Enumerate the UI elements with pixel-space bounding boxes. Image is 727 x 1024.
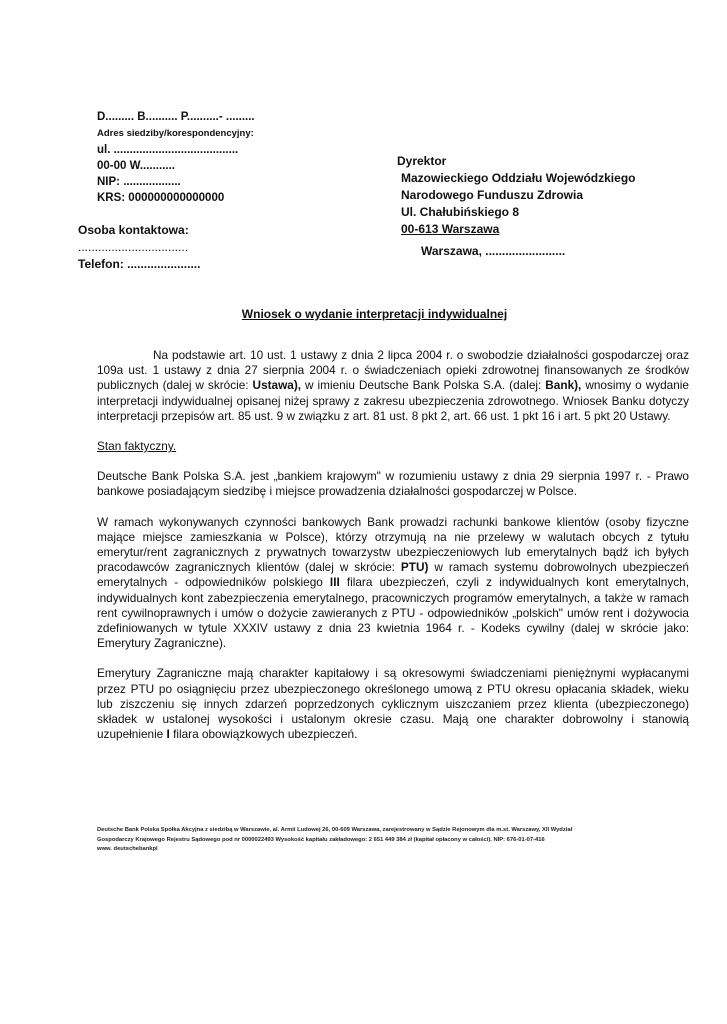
footer-line-1: Deutsche Bank Polska Spółka Akcyjna z siedzibą w Warszawie, al. Armii Ludowej 26, 00-609 Warszawa, zarejestrowany w Sądzie Rejonowym dla m.st. Warszawy, XII Wydział bbox=[97, 827, 573, 833]
contact-block bbox=[78, 222, 200, 273]
sender-street: ul. ....................................... bbox=[97, 144, 239, 156]
footer-line-2: Gospodarczy Krajowego Rejestru Sądowego pod nr 0000022493 Wysokość kapitału zakładowego: 2 651 449 384 zł (kapitał opłacony w całości). NIP: 676-01-07-416 bbox=[97, 836, 545, 843]
recipient-city: 00-613 Warszawa bbox=[401, 222, 500, 236]
facts-p3-bold-1: I bbox=[166, 727, 170, 742]
sender-name: D......... B.......... P..........- ......... bbox=[97, 111, 255, 123]
contact-label: Osoba kontaktowa: bbox=[78, 223, 189, 237]
intro-text-1: Na podstawie art. 10 ust. 1 ustawy z dnia 2 lipca 2004 r. o swobodzie działalności gospodarczej oraz 109a ust. 1 ustawy z dnia 27 sierpnia 2004 r. o świadczeniach opieki zdrowotnej finansowanych ze środków publicznych (dalej w skrócie: bbox=[97, 348, 689, 393]
sender-nip: NIP: .................. bbox=[97, 176, 181, 188]
sender-block bbox=[97, 109, 255, 206]
intro-bold-1: Ustawa), bbox=[252, 378, 302, 393]
sender-krs: KRS: 000000000000000 bbox=[97, 192, 225, 204]
contact-name-blank: ................................. bbox=[78, 240, 189, 254]
facts-paragraph-2 bbox=[97, 515, 689, 652]
facts-p2-text-1: W ramach wykonywanych czynności bankowych Bank prowadzi rachunki bankowe klientów (osoby fizyczne mające miejsce zamieszkania w Polsce), którzy otrzymują na nie przelewy w walutach obcych z tytułu emerytur/rent zagranicznych z prywatnych towarzystw ubezpieczeniowych lub emerytalnych bądź ich byłych pracodawców zagranicznych klientów (dalej w skrócie: bbox=[97, 514, 689, 575]
document-title bbox=[0, 307, 727, 321]
sender-city: 00-00 W........... bbox=[97, 160, 175, 172]
recipient-institution: Narodowego Funduszu Zdrowia bbox=[401, 188, 583, 202]
intro-bold-2: Bank), bbox=[545, 378, 582, 393]
footer-block bbox=[97, 826, 687, 855]
facts-paragraph-3 bbox=[97, 666, 689, 742]
contact-phone: Telefon: ...................... bbox=[78, 257, 201, 271]
document-title-text: Wniosek o wydanie interpretacji indywidualnej bbox=[241, 307, 508, 321]
facts-p2-bold-2: III bbox=[329, 575, 340, 590]
recipient-title: Dyrektor bbox=[397, 154, 447, 168]
intro-text-3: wnosimy o wydanie interpretacji indywidualnej opisanej niżej sprawy z zakresu ubezpieczenia zdrowotnego. Wniosek Banku dotyczy interpretacji przepisów art. 85 ust. 9 w związku z art. 81 ust. 8 pkt 2, art. 66 ust. 1 pkt 16 i art. 5 pkt 20 Ustawy. bbox=[97, 378, 689, 423]
facts-p2-bold-1: PTU) bbox=[400, 560, 429, 575]
letter-body bbox=[97, 348, 689, 757]
recipient-street: Ul. Chałubińskiego 8 bbox=[401, 205, 520, 219]
recipient-block bbox=[397, 153, 635, 238]
place-and-date: Warszawa, ........................ bbox=[421, 244, 566, 258]
intro-paragraph bbox=[97, 348, 689, 424]
facts-paragraph-1: Deutsche Bank Polska S.A. jest „bankiem krajowym" w rozumieniu ustawy z dnia 29 sierpnia 1997 r. - Prawo bankowe posiadającym siedzibę i miejsce prowadzenia działalności gospodarczej w Polsce. bbox=[97, 469, 689, 499]
facts-p3-text-2: filara obowiązkowych ubezpieczeń. bbox=[169, 727, 358, 742]
sender-address-label: Adres siedziby/korespondencyjny: bbox=[97, 128, 254, 139]
facts-p2-text-2: w ramach systemu dobrowolnych ubezpieczeń emerytalnych - odpowiedników polskiego bbox=[97, 560, 689, 590]
footer-line-3: www. deutschebankpl bbox=[97, 846, 158, 853]
facts-p2-text-3: filara ubezpieczeń, czyli z indywidualnych kont emerytalnych, indywidualnych kont zabezpieczenia emerytalnego, pracowniczych programów emerytalnych, a także w ramach rent cywilnoprawnych i umów o dożycie zawieranych z PTU - odpowiedników „polskich" umów rent i dożywocia zdefiniowanych w tytule XXXIV ustawy z dnia 23 kwietnia 1964 r. - Kodeks cywilny (dalej w skrócie jako: Emerytury Zagraniczne). bbox=[97, 575, 689, 651]
intro-text-2: w imieniu Deutsche Bank Polska S.A. (dalej: bbox=[301, 378, 546, 393]
facts-heading: Stan faktyczny. bbox=[97, 439, 177, 454]
recipient-office: Mazowieckiego Oddziału Wojewódzkiego bbox=[401, 171, 636, 185]
facts-p3-text-1: Emerytury Zagraniczne mają charakter kapitałowy i są okresowymi świadczeniami pieniężnymi wypłacanymi przez PTU po osiągnięciu przez ubezpieczonego określonego umową z PTU okresu opłacania składek, wieku lub ziszczeniu się innych zdarzeń poprzedzonych cyklicznym uiszczaniem przez klienta (ubezpieczonego) składek w ustalonej wysokości i ustalonym okresie czasu. Mają one charakter dobrowolny i stanowią uzupełnienie bbox=[97, 666, 689, 742]
